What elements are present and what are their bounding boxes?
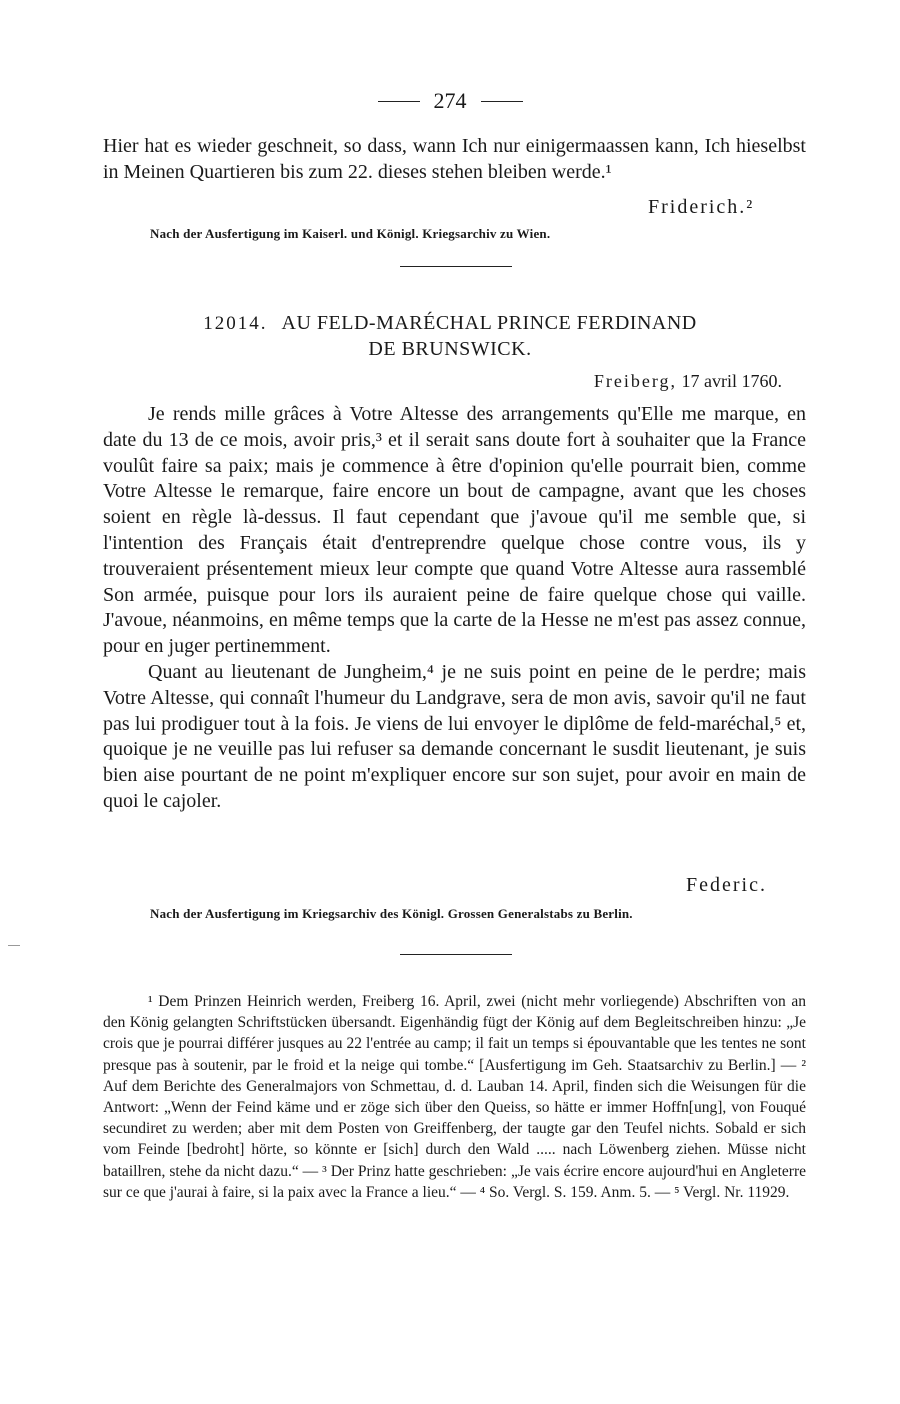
previous-letter-source: Nach der Ausfertigung im Kaiserl. und Königl. Kriegsarchiv zu Wien. xyxy=(150,226,551,241)
header-dash-right xyxy=(481,101,523,102)
date-text: 17 avril 1760. xyxy=(681,371,782,391)
letter-source: Nach der Ausfertigung im Kriegsarchiv des Königl. Grossen Generalstabs zu Berlin. xyxy=(150,906,633,921)
letter-paragraph-2: Quant au lieutenant de Jungheim,⁴ je ne suis point en peine de le perdre; mais Votre Altesse, qui connaît l'humeur du Landgrave, sera de mon avis, savoir qu'il ne faut pas lui prodiguer tout à la fois. Je viens de lui envoyer le diplôme de feld-maréchal,⁵ et, quoique je ne veuille pas lui refuser sa demande concernant le susdit lieutenant, je suis bien aise pourtant de ne point m'expliquer encore sur son sujet, pour avoir en main de quoi le cajoler. xyxy=(103,660,806,812)
letter-signature: Federic. xyxy=(686,874,767,896)
letter-dateline xyxy=(594,371,782,392)
previous-letter-paragraph: Hier hat es wieder geschneit, so dass, wann Ich nur einigermaassen kann, Ich hieselbst in Meinen Quartieren bis zum 22. dieses stehen bleiben werde.¹ xyxy=(103,135,806,183)
margin-mark xyxy=(8,945,20,946)
letter-body xyxy=(103,402,806,815)
footnote-divider xyxy=(400,954,512,955)
letter-number: 12014. xyxy=(203,313,268,334)
page-header xyxy=(0,88,900,114)
letter-paragraph-1: Je rends mille grâces à Votre Altesse des arrangements qu'Elle me marque, en date du 13 de ce mois, avoir pris,³ et il serait sans doute fort à souhaiter que la France voulût faire sa paix; mais je commence à être d'opinion qu'elle pourrait bien, comme Votre Altesse le remarque, faire encore un bout de campagne, avant que les choses soient en règle là-dessus. Il faut cependant que j'avoue qu'il me semble que, si l'intention des Français était d'entreprendre quelque chose contre vous, ils y trouveraient présentement mieux leur compte que quand Votre Altesse aura rassemblé Son armée, puisque pour lors ils auraient peine de faire quelque chose qui vaille. J'avoue, néanmoins, en même temps que la carte de la Hesse ne m'est pas assez connue, pour en juger pertinemment. xyxy=(103,403,806,658)
section-divider xyxy=(400,266,512,267)
page-number: 274 xyxy=(433,88,467,113)
date-place: Freiberg, xyxy=(593,371,677,391)
letter-title-line1: AU FELD-MARÉCHAL PRINCE FERDINAND xyxy=(281,312,697,334)
header-dash-left xyxy=(378,101,420,102)
letter-title-line2: DE BRUNSWICK. xyxy=(368,338,532,360)
letter-title xyxy=(0,312,900,335)
previous-letter-text xyxy=(103,133,806,185)
footnotes-text: ¹ Dem Prinzen Heinrich werden, Freiberg 16. April, zwei (nicht mehr vorliegende) Abschriften von an den König gelangten Schriftstücken übersandt. Eigenhändig fügt der König auf dem Begleitschreiben hinzu: „Je crois que je pourrai différer jusques au 22 l'entrée au camp; il fait un temps si épouvantable que les tentes ne sont presque pas à soutenir, par le froid et la neige qui tombe.“ [Ausfertigung im Geh. Staatsarchiv zu Berlin.] — ² Auf dem Berichte des Generalmajors von Schmettau, d. d. Lauban 14. April, finden sich die Weisungen für die Antwort: „Wenn der Feind käme und er zöge sich über den Queiss, so hätte er immer Hoffn[ung], von Fouqué secundiret zu werden; aber mit dem Posten von Greiffenberg, der taugte gar den Teufel nichts. Sobald er sich vom Feinde [bedroht] hörte, so könnte er [sich] durch den Wald ..... nach Löwenberg ziehen. Müsse nicht bataillren, stehe da nicht dazu.“ — ³ Der Prinz hatte geschrieben: „Je vais écrire encore aujourd'hui en Angleterre sur ce que j'aurai à faire, si la paix avec la France a lieu.“ — ⁴ So. Vergl. S. 159. Anm. 5. — ⁵ Vergl. Nr. 11929. xyxy=(103,993,806,1201)
previous-letter-signature: Friderich.² xyxy=(648,196,755,218)
footnotes xyxy=(103,991,806,1203)
